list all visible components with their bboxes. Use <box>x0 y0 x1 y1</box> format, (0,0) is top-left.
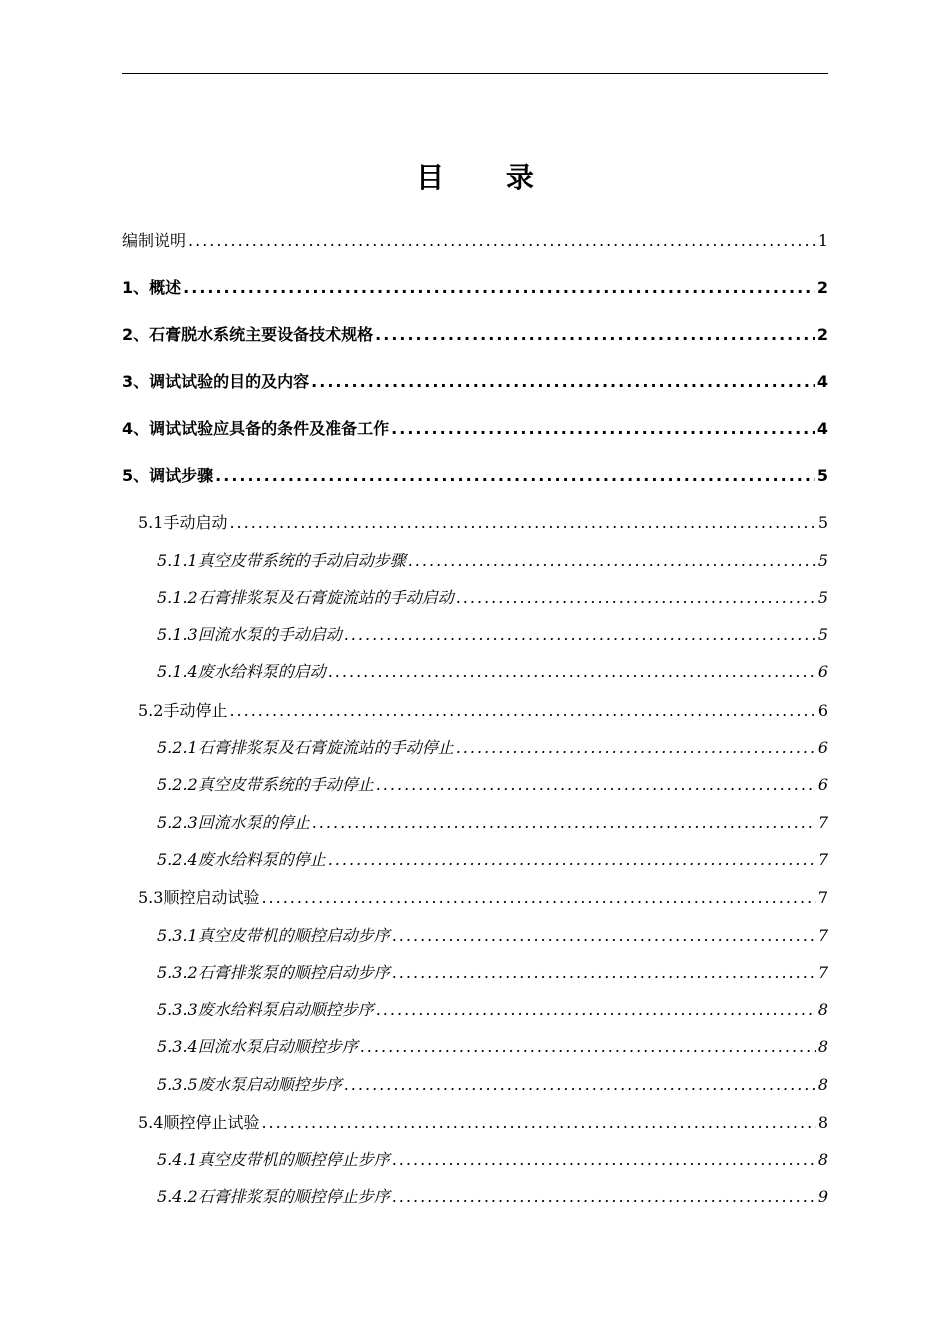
toc-entry-text: 概述 <box>149 278 182 297</box>
toc-entry-page: 2 <box>816 278 828 297</box>
toc-entry[interactable] <box>122 229 828 253</box>
toc-entry-page: 6 <box>817 701 828 720</box>
toc-entry-text: 5.2.2真空皮带系统的手动停止 <box>157 775 374 794</box>
toc-entry[interactable] <box>157 773 828 797</box>
toc-entry-text: 调试试验的目的及内容 <box>149 372 310 391</box>
toc-entry-number: 2、 <box>122 325 150 344</box>
toc-entry-page: 7 <box>817 813 828 832</box>
toc-entry-text: 5.1手动启动 <box>138 513 228 532</box>
toc-dot-leader <box>328 660 816 684</box>
toc-entry[interactable] <box>122 323 828 347</box>
toc-dot-leader <box>344 1073 816 1097</box>
toc-entry[interactable] <box>157 1148 828 1172</box>
toc-entry-page: 8 <box>817 1150 828 1169</box>
toc-entry-page: 8 <box>817 1037 828 1056</box>
toc-entry-page: 5 <box>817 513 828 532</box>
toc-entry-number: 3、 <box>122 372 150 391</box>
toc-entry[interactable] <box>157 924 828 948</box>
toc-entry[interactable] <box>157 660 828 684</box>
toc-dot-leader <box>215 464 815 488</box>
toc-entry-text: 调试步骤 <box>149 466 214 485</box>
toc-dot-leader <box>392 1148 816 1172</box>
toc-entry-page: 7 <box>817 926 828 945</box>
toc-dot-leader <box>344 623 816 647</box>
toc-entry[interactable] <box>157 1035 828 1059</box>
toc-entry-text: 5.4.1真空皮带机的顺控停止步序 <box>157 1150 390 1169</box>
toc-entry-page: 7 <box>817 963 828 982</box>
toc-entry-page: 5 <box>816 466 828 485</box>
toc-entry-page: 7 <box>817 888 828 907</box>
toc-dot-leader <box>392 961 816 985</box>
toc-dot-leader <box>392 924 816 948</box>
toc-entry-text: 5.1.2石膏排浆泵及石膏旋流站的手动启动 <box>157 588 454 607</box>
toc-entry-page: 5 <box>817 551 828 570</box>
toc-dot-leader <box>312 811 816 835</box>
toc-entry[interactable] <box>157 549 828 573</box>
toc-entry-text: 5.3.2石膏排浆泵的顺控启动步序 <box>157 963 390 982</box>
toc-dot-leader <box>183 276 815 300</box>
toc-entry[interactable] <box>138 511 828 535</box>
toc-entry-text: 5.4.2石膏排浆泵的顺控停止步序 <box>157 1187 390 1206</box>
toc-entry-text: 5.3顺控启动试验 <box>138 888 260 907</box>
toc-entry-text: 5.2手动停止 <box>138 701 228 720</box>
toc-entry-page: 8 <box>817 1113 828 1132</box>
toc-entry-text: 5.2.4废水给料泵的停止 <box>157 850 326 869</box>
toc-entry-text: 5.1.1真空皮带系统的手动启动步骤 <box>157 551 406 570</box>
toc-dot-leader <box>408 549 816 573</box>
toc-entry-number: 5、 <box>122 466 150 485</box>
toc-dot-leader <box>456 586 816 610</box>
toc-entry[interactable] <box>157 736 828 760</box>
toc-entry-text: 调试试验应具备的条件及准备工作 <box>149 419 390 438</box>
toc-entry-page: 6 <box>817 775 828 794</box>
toc-entry-text: 石膏脱水系统主要设备技术规格 <box>149 325 374 344</box>
toc-entry-text: 5.3.4回流水泵启动顺控步序 <box>157 1037 358 1056</box>
toc-dot-leader <box>229 511 815 535</box>
toc-entry[interactable] <box>138 886 828 910</box>
toc-entry-text: 5.3.1真空皮带机的顺控启动步序 <box>157 926 390 945</box>
toc-entry-text: 5.3.3废水给料泵启动顺控步序 <box>157 1000 374 1019</box>
toc-entry[interactable] <box>157 848 828 872</box>
toc-entry[interactable] <box>157 998 828 1022</box>
toc-entry-text: 5.1.4废水给料泵的启动 <box>157 662 326 681</box>
toc-entry[interactable] <box>122 464 828 488</box>
toc-dot-leader <box>328 848 816 872</box>
toc-dot-leader <box>188 229 816 253</box>
toc-entry[interactable] <box>122 370 828 394</box>
toc-dot-leader <box>261 886 815 910</box>
toc-entry[interactable] <box>138 1111 828 1135</box>
toc-entry-page: 8 <box>817 1075 828 1094</box>
toc-entry-text: 5.2.1石膏排浆泵及石膏旋流站的手动停止 <box>157 738 454 757</box>
toc-entry[interactable] <box>157 811 828 835</box>
toc-entry-page: 4 <box>816 419 828 438</box>
toc-entry[interactable] <box>122 276 828 300</box>
toc-entry-page: 6 <box>817 662 828 681</box>
toc-entry-page: 5 <box>817 625 828 644</box>
toc-entry-number: 4、 <box>122 419 150 438</box>
toc-entry-text: 5.3.5废水泵启动顺控步序 <box>157 1075 342 1094</box>
toc-dot-leader <box>311 370 815 394</box>
toc-entry[interactable] <box>138 699 828 723</box>
toc-entry-text: 编制说明 <box>122 231 187 250</box>
toc-entry-page: 2 <box>816 325 828 344</box>
toc-dot-leader <box>360 1035 816 1059</box>
toc-title: 目 录 <box>416 161 560 194</box>
toc-entry-page: 8 <box>817 1000 828 1019</box>
toc-entry-page: 4 <box>816 372 828 391</box>
toc-entry-page: 7 <box>817 850 828 869</box>
toc-entry-page: 6 <box>817 738 828 757</box>
toc-dot-leader <box>376 998 816 1022</box>
toc-dot-leader <box>375 323 815 347</box>
toc-entry[interactable] <box>157 586 828 610</box>
toc-dot-leader <box>229 699 815 723</box>
toc-dot-leader <box>376 773 816 797</box>
toc-dot-leader <box>392 1185 816 1209</box>
toc-dot-leader <box>456 736 816 760</box>
toc-entry-number: 1、 <box>122 278 150 297</box>
toc-dot-leader <box>391 417 815 441</box>
toc-entry[interactable] <box>122 417 828 441</box>
toc-entry-page: 1 <box>817 231 828 250</box>
toc-dot-leader <box>261 1111 815 1135</box>
toc-entry-text: 5.1.3回流水泵的手动启动 <box>157 625 342 644</box>
toc-entry[interactable] <box>157 1185 828 1209</box>
toc-entry-page: 5 <box>817 588 828 607</box>
toc-entry[interactable] <box>157 623 828 647</box>
toc-entry-page: 9 <box>817 1187 828 1206</box>
toc-entry-text: 5.2.3回流水泵的停止 <box>157 813 310 832</box>
toc-entry-text: 5.4顺控停止试验 <box>138 1113 260 1132</box>
toc-entry[interactable] <box>157 961 828 985</box>
toc-entry[interactable] <box>157 1073 828 1097</box>
